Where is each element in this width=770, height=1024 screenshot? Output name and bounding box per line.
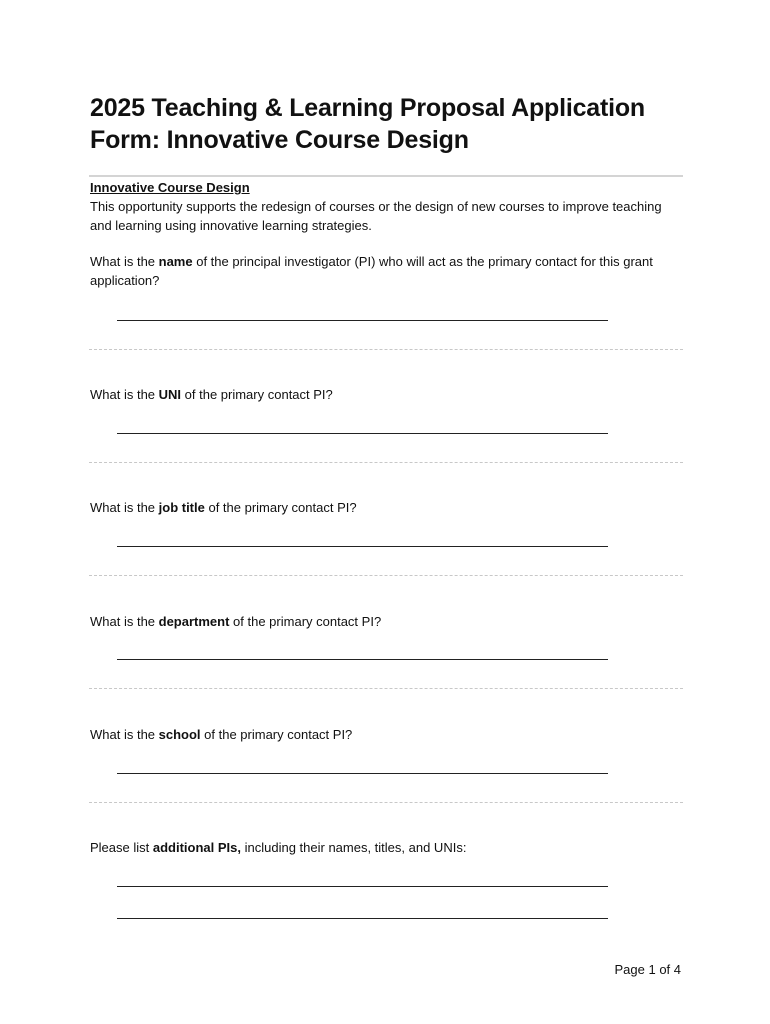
page-title: 2025 Teaching & Learning Proposal Application Form: Innovative Course Design — [90, 94, 646, 154]
question-prefix: What is the — [90, 614, 159, 629]
question-suffix: of the primary contact PI? — [204, 500, 357, 515]
question-suffix: of the principal investigator (PI) who will act as the primary contact for this grant application? — [90, 254, 653, 288]
question-prefix: Please list — [90, 840, 153, 855]
section-heading: Innovative Course Design — [90, 180, 250, 195]
question-pi-school — [90, 725, 670, 744]
question-emphasis: name — [158, 254, 193, 269]
additional-pis-answer-line-1[interactable] — [117, 886, 608, 887]
question-emphasis: job title — [158, 500, 205, 515]
pi-department-answer-line[interactable] — [117, 659, 608, 660]
title-divider — [89, 175, 683, 177]
question-pi-department — [90, 612, 670, 631]
question-suffix: of the primary contact PI? — [181, 387, 333, 402]
question-pi-name — [90, 252, 670, 290]
page-number: Page 1 of 4 — [614, 962, 681, 977]
question-emphasis: additional PIs, — [152, 840, 241, 855]
pi-name-answer-line[interactable] — [117, 320, 608, 321]
question-suffix: of the primary contact PI? — [229, 614, 382, 629]
pi-job-title-answer-line[interactable] — [117, 546, 608, 547]
question-prefix: What is the — [90, 500, 159, 515]
question-pi-uni — [90, 385, 670, 404]
question-separator — [89, 462, 683, 463]
question-additional-pis — [90, 838, 670, 857]
pi-school-answer-line[interactable] — [117, 773, 608, 774]
question-emphasis: department — [158, 614, 230, 629]
question-pi-job-title — [90, 498, 670, 517]
intro-block — [90, 178, 680, 235]
additional-pis-answer-line-2[interactable] — [117, 918, 608, 919]
question-emphasis: UNI — [158, 387, 182, 402]
question-prefix: What is the — [90, 254, 159, 269]
question-emphasis: school — [158, 727, 201, 742]
question-separator — [89, 688, 683, 689]
pi-uni-answer-line[interactable] — [117, 433, 608, 434]
question-prefix: What is the — [90, 387, 159, 402]
question-separator — [89, 575, 683, 576]
question-suffix: of the primary contact PI? — [200, 727, 353, 742]
question-separator — [89, 802, 683, 803]
question-prefix: What is the — [90, 727, 159, 742]
question-suffix: including their names, titles, and UNIs: — [241, 840, 467, 855]
intro-text: This opportunity supports the redesign of courses or the design of new courses to improve teaching and learning using innovative learning strategies. — [90, 199, 662, 233]
question-separator — [89, 349, 683, 350]
